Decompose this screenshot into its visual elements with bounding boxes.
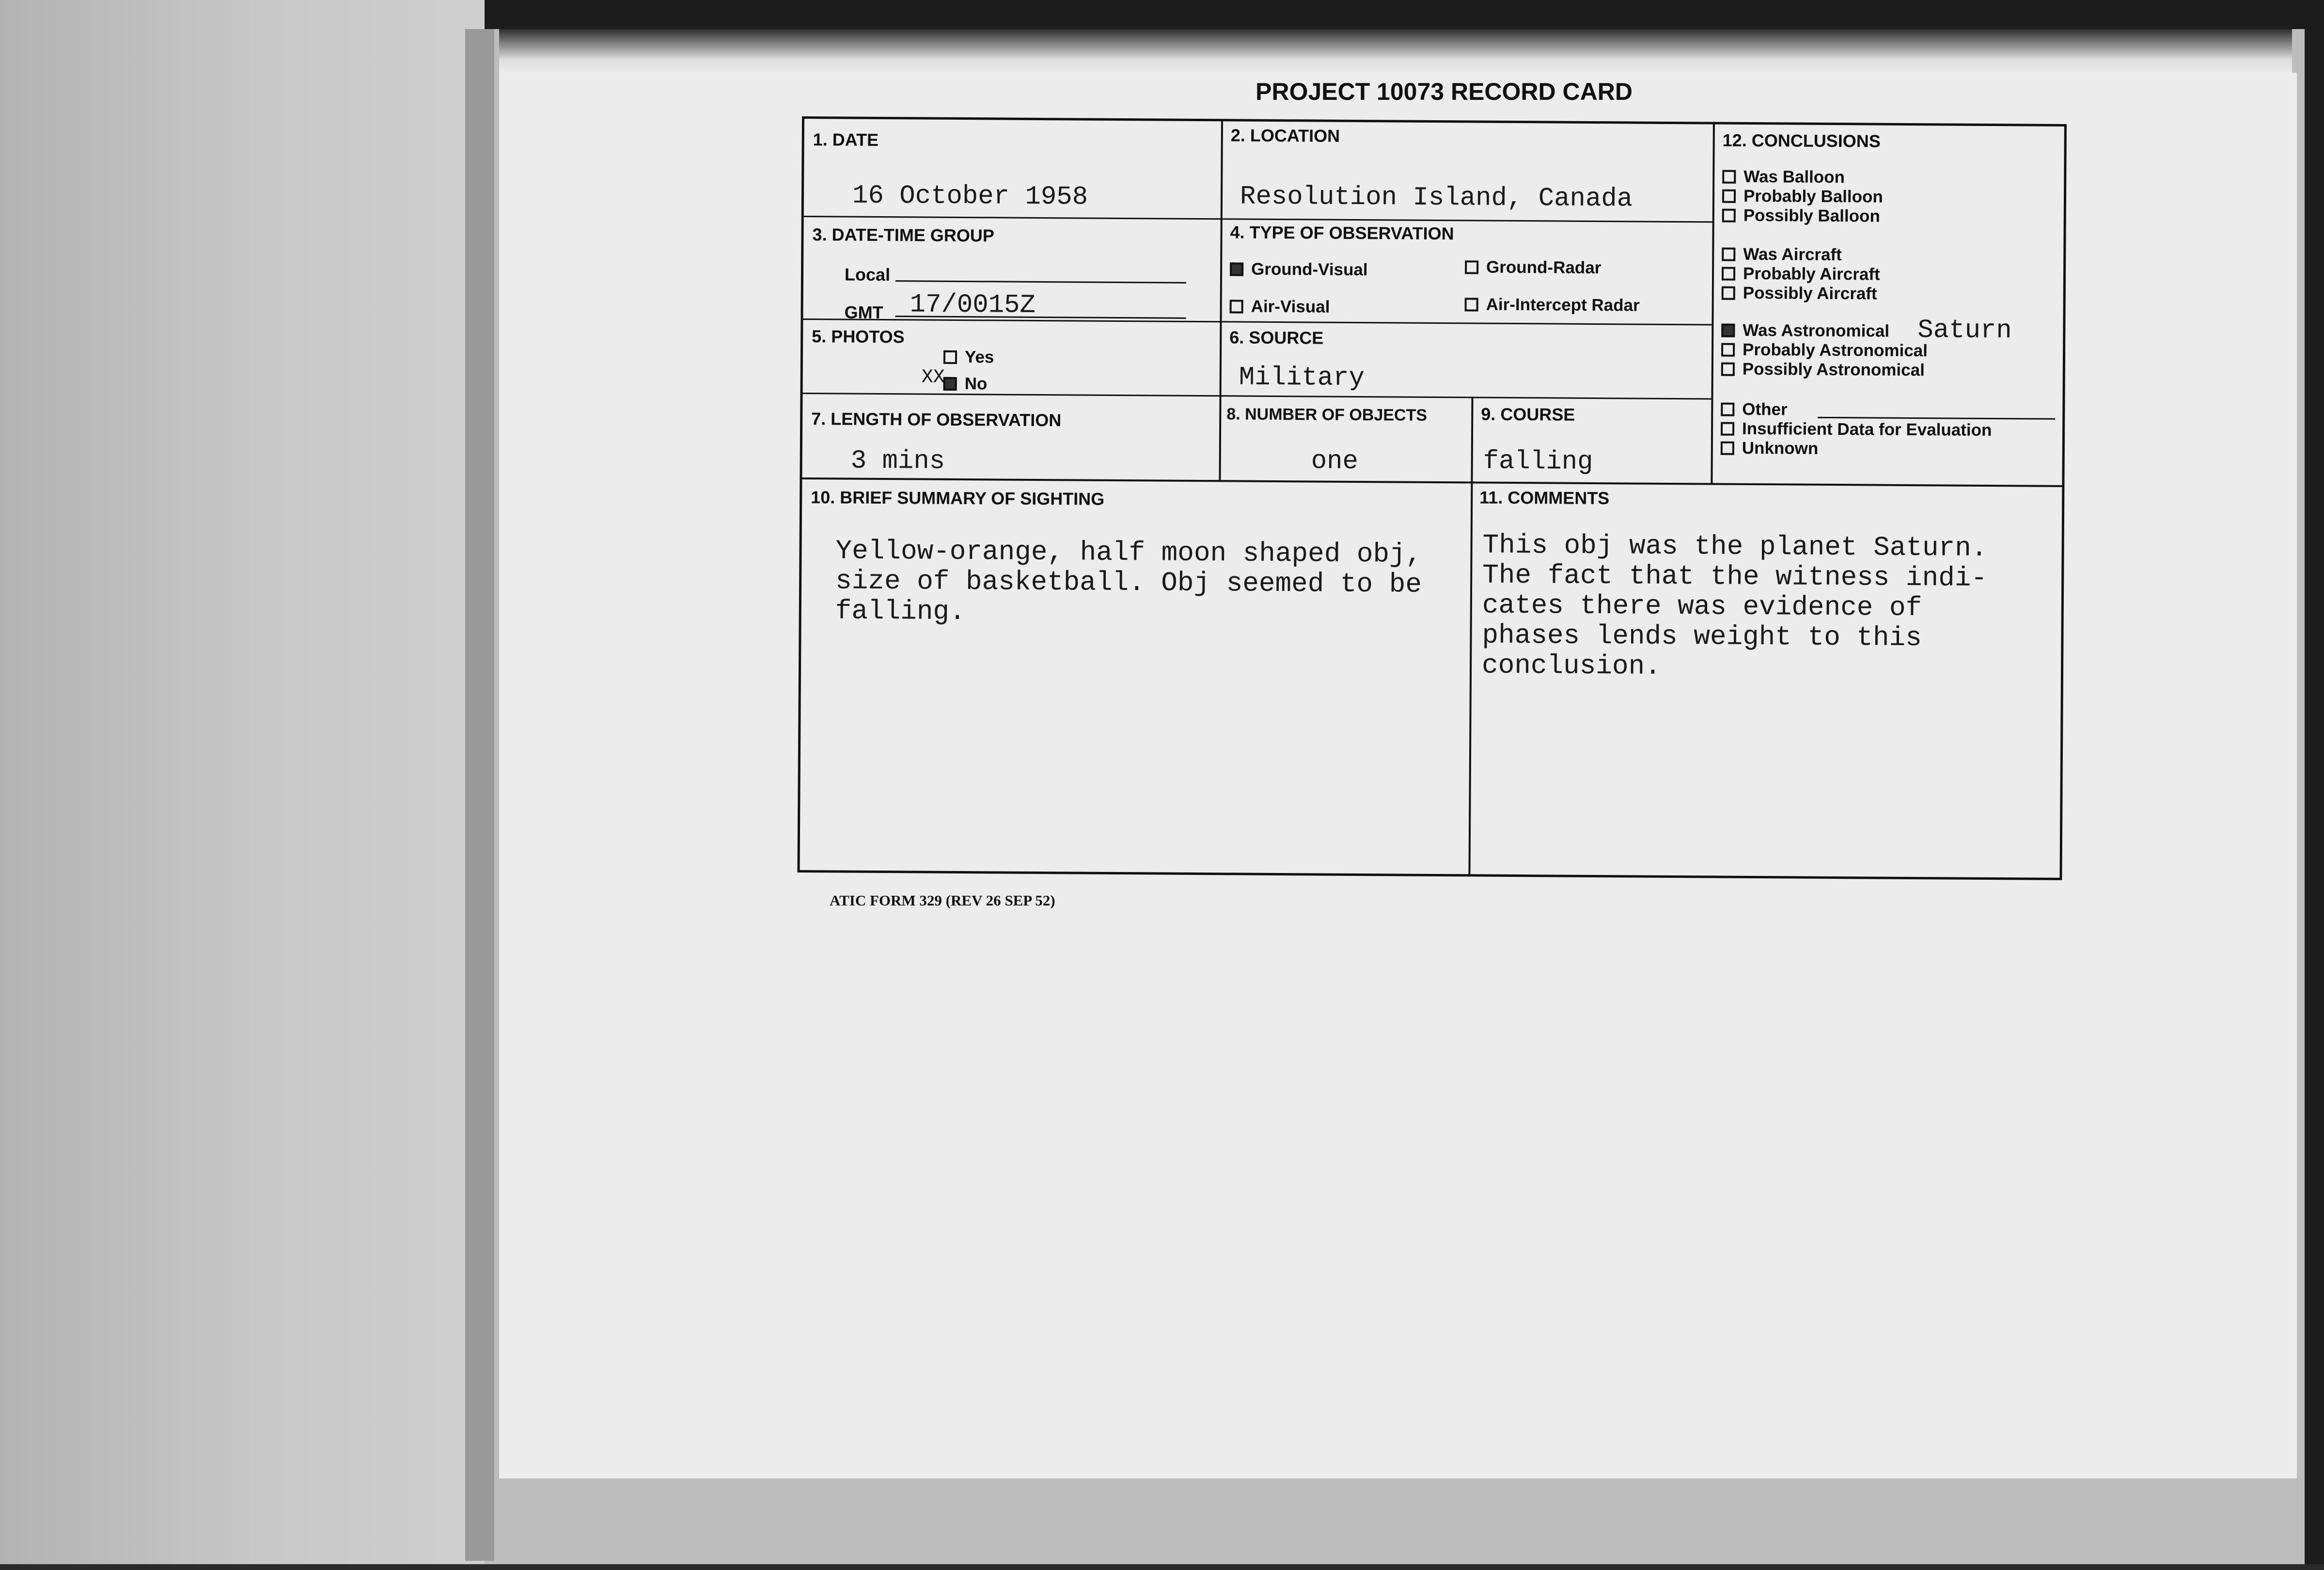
checkbox-checked-icon [1230,262,1243,276]
option-label: Possibly Balloon [1743,206,1880,226]
divider-row-4 [802,477,2062,487]
comments-label: 11. COMMENTS [1479,487,1610,508]
divider-summary-comments [1468,481,1473,874]
option-air-visual[interactable] [1229,297,1330,317]
conclusions-label: 12. CONCLUSIONS [1722,130,1881,151]
conclusion-probably-astronomical[interactable] [1721,340,1928,361]
film-margin-left [0,0,485,1570]
option-label: Probably Aircraft [1743,264,1880,284]
checkbox-icon [1721,422,1734,436]
date-value: 16 October 1958 [852,181,1088,212]
comments-value: This obj was the planet Saturn. The fact that the witness indi- cates there was evidence of phases lends weight to this conclusion. [1481,529,1988,682]
conclusion-probably-aircraft[interactable] [1722,264,1880,285]
checkbox-checked-icon [943,377,957,391]
source-value: Military [1239,363,1365,394]
option-label: Other [1742,399,1788,419]
gmt-value: 17/0015Z [910,290,1036,320]
option-label: Possibly Astronomical [1742,359,1925,380]
source-label: 6. SOURCE [1229,327,1324,348]
option-label: Probably Balloon [1743,186,1883,206]
checkbox-icon [1722,190,1736,203]
course-label: 9. COURSE [1481,404,1575,425]
option-label: Air-Intercept Radar [1486,295,1640,315]
conclusion-was-astronomical[interactable] [1721,321,1889,341]
checkbox-icon [1230,300,1243,313]
option-label: Possibly Aircraft [1743,283,1877,303]
conclusion-possibly-balloon[interactable] [1722,206,1880,226]
course-value: falling [1483,446,1593,477]
photos-label: 5. PHOTOS [812,326,905,347]
conclusion-possibly-aircraft[interactable] [1722,284,1877,304]
summary-value: Yellow-orange, half moon shaped obj, size of basketball. Obj seemed to be falling. [835,535,1422,628]
date-time-group-label: 3. DATE-TIME GROUP [812,224,994,246]
conclusion-was-balloon[interactable] [1722,167,1845,188]
option-ground-radar[interactable] [1465,257,1601,278]
checkbox-icon [1721,363,1735,376]
gmt-label: GMT [844,302,883,323]
conclusion-possibly-astronomical[interactable] [1721,360,1925,381]
conclusion-insufficient-data[interactable] [1721,419,1992,440]
conclusion-unknown[interactable] [1721,439,1819,459]
film-margin-bottom [0,1564,2324,1570]
option-label: Was Astronomical [1743,320,1890,341]
option-label: Insufficient Data for Evaluation [1742,419,1992,440]
checkbox-icon [1722,170,1736,184]
astronomical-note: Saturn [1917,316,2012,346]
page-shadow [465,29,494,1561]
checkbox-checked-icon [1721,324,1735,337]
observation-type-label: 4. TYPE OF OBSERVATION [1230,222,1454,244]
checkbox-icon [1722,209,1736,222]
photos-yes[interactable] [943,348,994,367]
divider-col-1 [1219,121,1223,480]
option-label: Ground-Radar [1486,257,1602,278]
record-card [797,116,2066,880]
checkbox-icon [1721,403,1734,416]
option-label: Was Aircraft [1743,244,1842,265]
option-label: Probably Astronomical [1742,340,1928,361]
film-margin-right [2305,0,2324,1570]
local-line [895,280,1186,284]
conclusion-was-aircraft[interactable] [1722,245,1842,265]
checkbox-icon [1721,343,1735,357]
divider-row-3 [802,393,1711,399]
local-label: Local [844,264,891,285]
location-value: Resolution Island, Canada [1240,182,1633,214]
divider-row-1 [804,216,1712,222]
photos-typed-mark: XX [921,366,945,389]
location-label: 2. LOCATION [1230,125,1340,146]
other-line [1818,417,2055,420]
checkbox-icon [1721,442,1734,455]
option-ground-visual[interactable] [1230,259,1368,280]
divider-objects-course [1471,396,1473,481]
option-label: Ground-Visual [1251,259,1368,280]
option-label: Yes [964,348,994,367]
card-title: PROJECT 10073 RECORD CARD [1256,78,1633,105]
film-margin-top [485,0,2324,29]
divider-col-conclusions [1711,124,1715,483]
option-air-intercept-radar[interactable] [1465,295,1640,315]
checkbox-icon [1722,267,1735,281]
option-label: Air-Visual [1251,297,1330,317]
conclusion-probably-balloon[interactable] [1722,187,1883,207]
checkbox-icon [1465,298,1478,311]
objects-value: one [1311,446,1359,477]
checkbox-icon [1465,260,1478,274]
form-number: ATIC FORM 329 (REV 26 SEP 52) [830,892,1055,909]
date-label: 1. DATE [813,129,879,150]
checkbox-icon [1722,286,1735,300]
option-label: No [964,374,988,394]
summary-label: 10. BRIEF SUMMARY OF SIGHTING [811,487,1105,509]
objects-label: 8. NUMBER OF OBJECTS [1226,405,1428,425]
option-label: Unknown [1742,438,1819,458]
checkbox-icon [943,350,957,364]
length-label: 7. LENGTH OF OBSERVATION [811,409,1062,430]
photos-no[interactable] [943,374,988,394]
paper-top-edge [499,29,2292,73]
option-label: Was Balloon [1743,167,1845,187]
checkbox-icon [1722,248,1735,261]
conclusion-other[interactable] [1721,400,1788,420]
length-value: 3 mins [850,446,945,476]
